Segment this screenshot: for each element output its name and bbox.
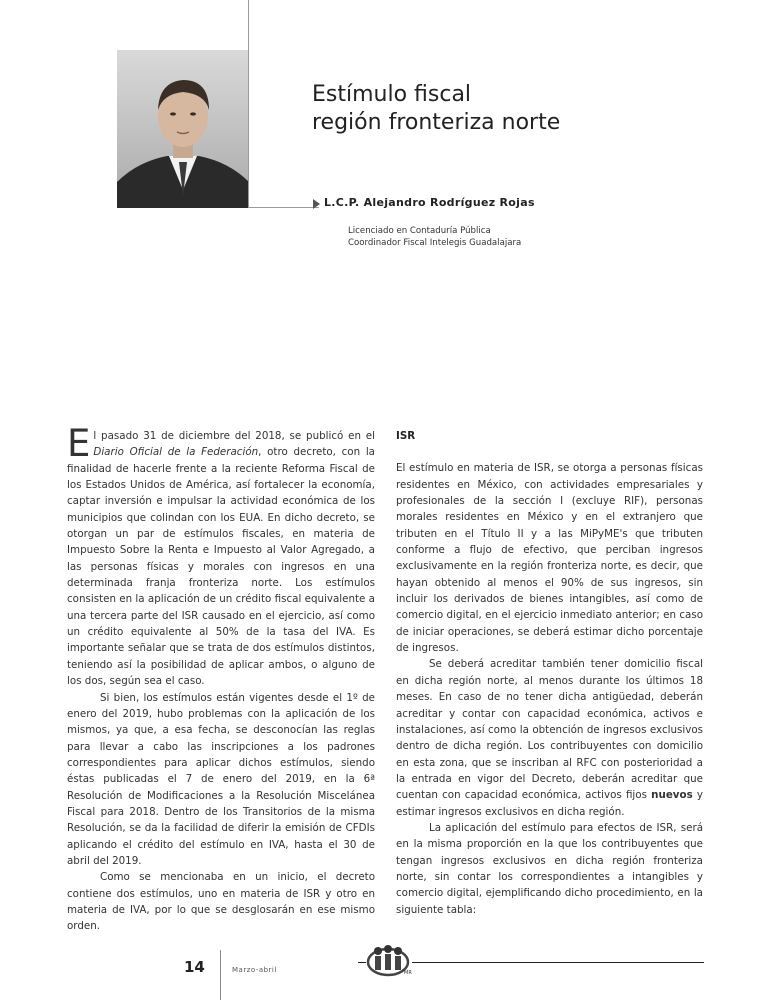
text-run: Se deberá acreditar también tener domicilio fiscal en dicha región norte, al menos durante los últimos 18 meses. En caso de no tener dicha antigüedad, deberán acreditar y contar con capacidad económica, activos e instalaciones, así como la obtención de ingresos exclusivos dentro de dicha región. Los contribuyentes con domicilio en esta zona, que se inscriban al RFC con posterioridad a la entrada en vigor del Decreto, deberán acreditar que cuentan con capacidad económica, activos fijos — [396, 658, 703, 802]
title-line-2: región fronteriza norte — [312, 109, 561, 135]
paragraph: Como se mencionaba en un inicio, el decreto contiene dos estímulos, uno en materia de ISR y otro en materia de IVA, por lo que se desglosarán en ese mismo orden. — [67, 871, 375, 933]
issue-label: Marzo-abril — [232, 966, 277, 974]
triangle-arrow-icon — [313, 199, 320, 209]
section-heading: ISR — [396, 430, 416, 442]
photo-frame-rule — [248, 0, 249, 208]
left-column — [67, 422, 375, 935]
credential-line: Licenciado en Contaduría Pública — [348, 226, 491, 236]
paragraph: La aplicación del estímulo para efectos de ISR, será en la misma proporción en la que los contribuyentes que tengan ingresos exclusivos en dicha región fronteriza norte, sin contar los correspondientes a intangibles y comercio digital, ejemplificando dicho procedimiento, en la siguiente tabla: — [396, 821, 703, 916]
paragraph: El estímulo en materia de ISR, se otorga a personas físicas residentes en México, con actividades empresariales y profesionales de la sección I (excluye RIF), personas morales residentes en México y en el extranjero que tributen en el Título II y a las MiPyME's que tributen conforme a flujo de efectivo, que perciban ingresos exclusivamente en la región fronteriza norte, es decir, que hayan obtenido al menos el 90% de sus ingresos, sin incluir los derivados de bienes intangibles, así como de comercio digital, en el ejercicio inmediato anterior; en caso de iniciar operaciones, se deberá estimar dicho porcentaje de ingresos. — [396, 462, 703, 655]
page-number: 14 — [184, 958, 205, 976]
credential-line: Coordinador Fiscal Intelegis Guadalajara — [348, 238, 522, 248]
author-credentials — [348, 225, 521, 249]
publisher-logo-icon — [364, 944, 412, 980]
footer-rule — [412, 962, 704, 963]
photo-frame-rule-bottom — [249, 207, 319, 208]
author-portrait-icon — [117, 50, 249, 208]
right-column — [396, 428, 703, 918]
author-photo — [117, 50, 249, 208]
footer-divider — [220, 950, 221, 1000]
text-run: y estimar ingresos exclusivos en dicha región. — [396, 789, 703, 818]
publication-name: Diario Oficial de la Federación — [93, 446, 259, 459]
paragraph — [67, 422, 375, 690]
text-run: l pasado 31 de diciembre del 2018, se publicó en el — [93, 430, 375, 442]
paragraph — [396, 656, 703, 819]
text-run: , otro decreto, con la finalidad de hacerle frente a la reciente Reforma Fiscal de los Estados Unidos de América, así fortalecer la economía, captar inversión e impulsar la actividad económica de los municipios que colindan con los EUA. En dicho decreto, se otorgan un par de estímulos fiscales, en materia de Impuesto Sobre la Renta e Impuesto al Valor Agregado, a las personas físicas y morales con ingresos en una determinada franja fronteriza norte. Los estímulos consisten en la aplicación de un crédito fiscal equivalente a una tercera parte del ISR causado en el ejercicio, así como un crédito equivalente al 50% de la tasa del IVA. Es importante señalar que se trata de dos estímulos distintos, teniendo así la posibilidad de aplicar ambos, o alguno de los dos, según sea el caso. — [67, 446, 375, 688]
article-title — [312, 81, 560, 137]
title-line-1: Estímulo fiscal — [312, 81, 472, 107]
logo-text: MR — [404, 970, 412, 976]
emphasis: nuevos — [651, 789, 693, 802]
paragraph: Si bien, los estímulos están vigentes desde el 1º de enero del 2019, hubo problemas con la aplicación de los mismos, ya que, a esa fecha, se desconocían las reglas para llevar a cabo las inscripciones a los padrones correspondientes para aplicar dichos estímulos, siendo éstas publicadas el 7 de enero del 2019, en la 6ª Resolución de Modificaciones a la Resolución Miscelánea Fiscal para 2018. Dentro de los Transitorios de la misma Resolución, se da la facilidad de diferir la emisión de CFDIs aplicando el crédito del estímulo en IVA, hasta el 30 de abril del 2019. — [67, 691, 375, 867]
author-name: L.C.P. Alejandro Rodríguez Rojas — [324, 196, 535, 209]
drop-cap: E — [67, 422, 91, 465]
